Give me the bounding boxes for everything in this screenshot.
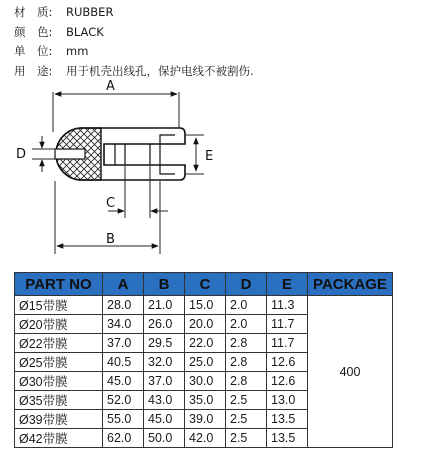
part-table [14, 272, 393, 448]
cell-d: 2.0 [226, 315, 267, 334]
label-d: D [16, 147, 27, 162]
cell-c: 22.0 [185, 334, 226, 353]
cell-b: 43.0 [144, 391, 185, 410]
cell-b: 45.0 [144, 410, 185, 429]
spec-color [14, 23, 254, 43]
cell-d: 2.5 [226, 410, 267, 429]
cell-c: 35.0 [185, 391, 226, 410]
table-row [15, 296, 393, 315]
dimension-a [53, 79, 179, 132]
cell-part-no: Ø30带膜 [15, 372, 103, 391]
spec-value: BLACK [66, 24, 104, 39]
cell-e: 12.6 [267, 353, 308, 372]
cell-d: 2.0 [226, 296, 267, 315]
cell-d: 2.8 [226, 372, 267, 391]
cell-part-no: Ø39带膜 [15, 410, 103, 429]
cell-part-no: Ø22带膜 [15, 334, 103, 353]
spec-label: 用 途: [14, 63, 53, 78]
cell-c: 25.0 [185, 353, 226, 372]
cell-c: 30.0 [185, 372, 226, 391]
cell-d: 2.5 [226, 391, 267, 410]
dimension-b [55, 181, 160, 254]
header-e: E [267, 273, 308, 296]
grommet-diagram [0, 78, 433, 268]
cell-e: 11.7 [267, 334, 308, 353]
cell-e: 13.5 [267, 410, 308, 429]
cell-a: 34.0 [103, 315, 144, 334]
spec-label: 材 质: [14, 5, 53, 19]
cell-c: 39.0 [185, 410, 226, 429]
cell-a: 52.0 [103, 391, 144, 410]
cell-a: 40.5 [103, 353, 144, 372]
header-c: C [185, 273, 226, 296]
cell-e: 13.0 [267, 391, 308, 410]
cell-package: 400 [308, 296, 393, 448]
table-header-row [15, 273, 393, 296]
label-a: A [106, 79, 115, 94]
grommet-profile [55, 128, 185, 180]
cell-d: 2.8 [226, 353, 267, 372]
cell-a: 55.0 [103, 410, 144, 429]
spec-value: RUBBER [66, 5, 114, 19]
cell-part-no: Ø25带膜 [15, 353, 103, 372]
cell-d: 2.8 [226, 334, 267, 353]
spec-list [14, 3, 254, 81]
cell-part-no: Ø42带膜 [15, 429, 103, 448]
cell-part-no: Ø20带膜 [15, 315, 103, 334]
header-a: A [103, 273, 144, 296]
spec-value: 用于机壳出线孔，保护电线不被割伤. [66, 63, 254, 78]
label-b: B [106, 232, 115, 247]
cell-b: 21.0 [144, 296, 185, 315]
cell-a: 62.0 [103, 429, 144, 448]
cell-part-no: Ø35带膜 [15, 391, 103, 410]
spec-material [14, 3, 254, 23]
spec-label: 单 位: [14, 44, 53, 58]
cell-b: 37.0 [144, 372, 185, 391]
label-c: C [106, 196, 116, 211]
label-e: E [205, 149, 214, 164]
cell-b: 32.0 [144, 353, 185, 372]
spec-unit [14, 42, 254, 62]
cell-a: 28.0 [103, 296, 144, 315]
dimension-d [16, 136, 56, 172]
header-package: PACKAGE [308, 273, 393, 296]
cell-c: 42.0 [185, 429, 226, 448]
header-part-no: PART NO [15, 273, 103, 296]
cell-a: 45.0 [103, 372, 144, 391]
cell-c: 15.0 [185, 296, 226, 315]
cell-e: 11.3 [267, 296, 308, 315]
cell-e: 11.7 [267, 315, 308, 334]
spec-value: mm [66, 44, 89, 58]
header-d: D [226, 273, 267, 296]
cell-b: 26.0 [144, 315, 185, 334]
cell-b: 29.5 [144, 334, 185, 353]
dimension-e [186, 135, 213, 174]
header-b: B [144, 273, 185, 296]
cell-e: 12.6 [267, 372, 308, 391]
cell-d: 2.5 [226, 429, 267, 448]
cell-a: 37.0 [103, 334, 144, 353]
spec-label: 颜 色: [14, 24, 53, 39]
cell-part-no: Ø15带膜 [15, 296, 103, 315]
cell-e: 13.5 [267, 429, 308, 448]
cell-c: 20.0 [185, 315, 226, 334]
cell-b: 50.0 [144, 429, 185, 448]
